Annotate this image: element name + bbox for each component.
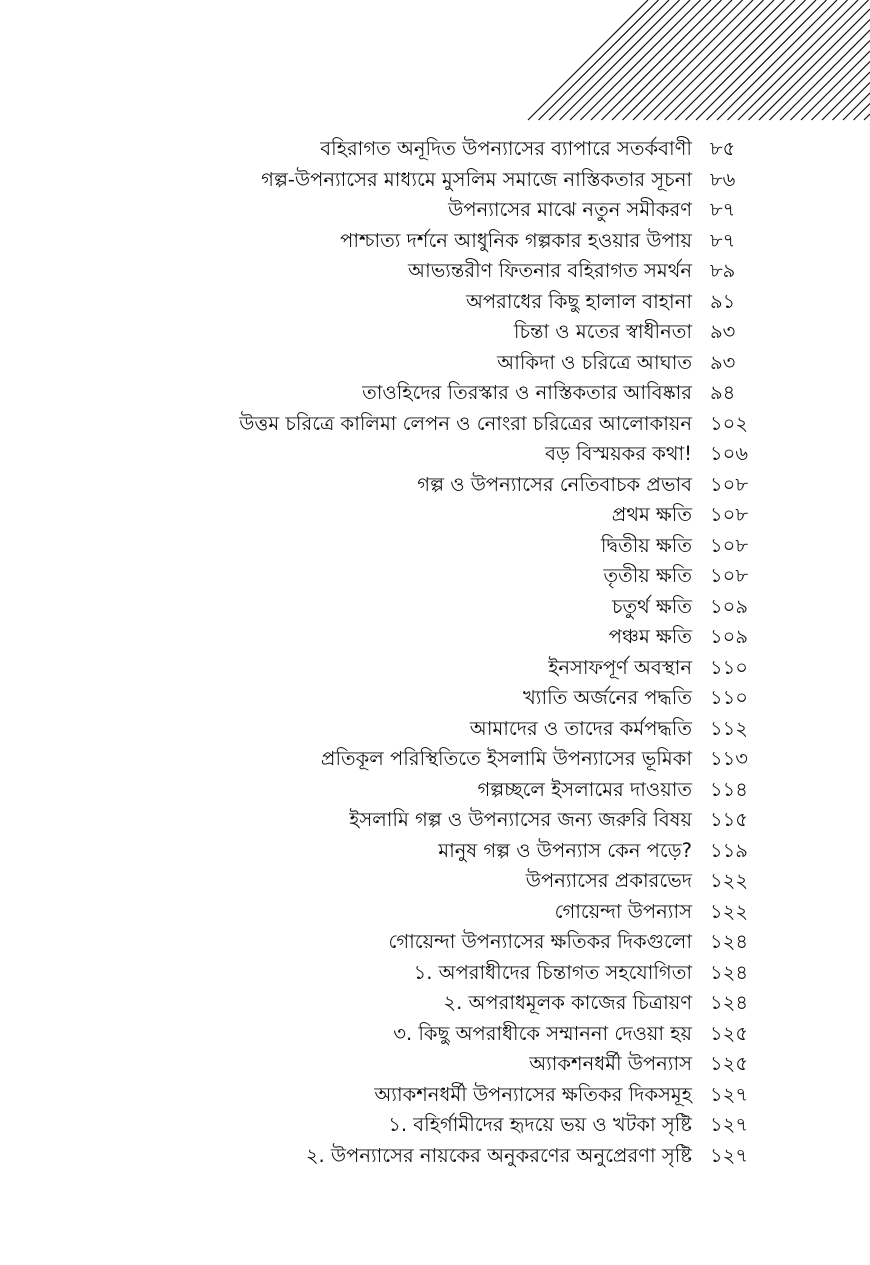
toc-entry-title: চতুর্থ ক্ষতি: [612, 594, 692, 618]
stripe-line: [801, 51, 870, 120]
toc-entry-page-number: ৯৩: [710, 320, 736, 344]
toc-entry-page-number: ৮৭: [710, 228, 736, 252]
toc-entry-title: তৃতীয় ক্ষতি: [603, 564, 692, 588]
toc-entry-title: পঞ্চম ক্ষতি: [608, 625, 692, 649]
stripe-line: [843, 93, 870, 120]
toc-entry-title: খ্যাতি অর্জনের পদ্ধতি: [522, 686, 692, 710]
toc-entry-page-number: ১০৯: [710, 625, 748, 649]
toc-entry-title: চিন্তা ও মতের স্বাধীনতা: [513, 320, 692, 344]
toc-entry-title: আভ্যন্তরীণ ফিতনার বহিরাগত সমর্থন: [408, 259, 692, 283]
toc-entry: [0, 1143, 870, 1174]
toc-entry-page-number: ১২৭: [710, 1143, 749, 1167]
toc-entry-title: অপরাধের কিছু হালাল বাহানা: [466, 289, 692, 313]
stripe-line: [822, 72, 870, 120]
toc-entry: [0, 136, 870, 167]
toc-entry-title: ইনসাফপূর্ণ অবস্থান: [548, 655, 692, 679]
toc-entry-title: গোয়েন্দা উপন্যাসের ক্ষতিকর দিকগুলো: [388, 930, 692, 954]
toc-entry: [0, 746, 870, 777]
toc-entry-title: ১. বহির্গামীদের হৃদয়ে ভয় ও খটকা সৃষ্টি: [388, 1113, 692, 1137]
toc-entry-title: উত্তম চরিত্রে কালিমা লেপন ও নোংরা চরিত্রের আলোকায়ন: [239, 411, 692, 435]
toc-entry: [0, 167, 870, 198]
toc-entry: [0, 441, 870, 472]
toc-entry: [0, 929, 870, 960]
toc-entry-page-number: ৯৪: [710, 381, 736, 405]
toc-entry-title: উপন্যাসের মাঝে নতুন সমীকরণ: [448, 198, 692, 222]
toc-entry: [0, 868, 870, 899]
toc-entry-page-number: ১১৫: [710, 808, 748, 832]
stripe-line: [854, 104, 870, 121]
toc-entry-page-number: ১০৬: [710, 442, 749, 466]
toc-entry: [0, 990, 870, 1021]
toc-entry-title: ইসলামি গল্প ও উপন্যাসের জন্য জরুরি বিষয়: [349, 808, 692, 832]
toc-entry-title: বড় বিস্ময়কর কথা!: [545, 442, 692, 466]
stripe-line: [759, 9, 870, 120]
toc-entry: [0, 1051, 870, 1082]
toc-entry: [0, 472, 870, 503]
toc-entry-title: উপন্যাসের প্রকারভেদ: [525, 869, 692, 893]
toc-entry-page-number: ১০৮: [710, 472, 748, 496]
toc-entry-page-number: ৮৯: [710, 259, 736, 283]
toc-entry: [0, 960, 870, 991]
toc-entry: [0, 563, 870, 594]
toc-entry-title: বহিরাগত অনূদিত উপন্যাসের ব্যাপারে সতর্কবাণী: [320, 137, 692, 161]
toc-entry: [0, 899, 870, 930]
toc-entry-title: দ্বিতীয় ক্ষতি: [600, 533, 692, 557]
toc-entry: [0, 594, 870, 625]
toc-entry: [0, 258, 870, 289]
toc-entry-title: আমাদের ও তাদের কর্মপদ্ধতি: [469, 716, 692, 740]
toc-entry-page-number: ৯১: [710, 289, 736, 313]
toc-entry-title: গল্প ও উপন্যাসের নেতিবাচক প্রভাব: [417, 472, 692, 496]
toc-entry: [0, 350, 870, 381]
toc-entry-page-number: ১২৭: [710, 1082, 749, 1106]
stripe-line: [791, 41, 870, 121]
toc-entry-page-number: ১১০: [710, 686, 748, 710]
stripe-line: [864, 114, 870, 120]
toc-entry-page-number: ৮৬: [710, 167, 736, 191]
toc-entry-page-number: ১২৪: [710, 930, 748, 954]
toc-entry: [0, 624, 870, 655]
toc-entry-title: গল্পচ্ছলে ইসলামের দাওয়াত: [477, 777, 692, 801]
toc-entry-page-number: ১১৪: [710, 777, 748, 801]
toc-entry: [0, 228, 870, 259]
toc-entry: [0, 777, 870, 808]
toc-entry-page-number: ১২২: [710, 869, 749, 893]
toc-entry: [0, 655, 870, 686]
stripe-line: [770, 20, 870, 121]
toc-entry: [0, 1021, 870, 1052]
table-of-contents: [0, 136, 870, 1173]
toc-entry: [0, 411, 870, 442]
toc-entry: [0, 685, 870, 716]
toc-entry-page-number: ১২৪: [710, 960, 748, 984]
toc-entry-title: ২. উপন্যাসের নায়কের অনুকরণের অনুপ্রেরণা সৃষ্টি: [305, 1143, 692, 1167]
toc-entry-page-number: ৯৩: [710, 350, 736, 374]
toc-entry-page-number: ১০৮: [710, 533, 748, 557]
toc-entry-title: প্রথম ক্ষতি: [611, 503, 692, 527]
toc-entry-title: অ্যাকশনধর্মী উপন্যাস: [529, 1052, 692, 1076]
toc-entry: [0, 716, 870, 747]
toc-entry-title: গোয়েন্দা উপন্যাস: [554, 899, 692, 923]
toc-entry-title: মানুষ গল্প ও উপন্যাস কেন পড়ে?: [438, 838, 692, 862]
toc-entry-title: গল্প-উপন্যাসের মাধ্যমে মুসলিম সমাজে নাস্তিকতার সূচনা: [261, 167, 692, 191]
toc-entry-page-number: ১২২: [710, 899, 749, 923]
toc-entry-page-number: ১১৯: [710, 838, 748, 862]
toc-entry-title: তাওহিদের তিরস্কার ও নাস্তিকতার আবিষ্কার: [362, 381, 692, 405]
toc-entry-page-number: ৮৫: [710, 137, 736, 161]
toc-entry-page-number: ১২৫: [710, 1021, 748, 1045]
toc-entry-page-number: ১০২: [710, 411, 749, 435]
stripe-line: [833, 83, 870, 121]
toc-entry: [0, 838, 870, 869]
toc-entry-page-number: ১১২: [710, 716, 748, 740]
toc-entry: [0, 807, 870, 838]
toc-entry: [0, 380, 870, 411]
toc-entry-page-number: ১১০: [710, 655, 748, 679]
toc-entry-page-number: ১২৭: [710, 1113, 749, 1137]
toc-entry-title: ২. অপরাধমূলক কাজের চিত্রায়ণ: [443, 991, 692, 1015]
toc-entry-title: অ্যাকশনধর্মী উপন্যাসের ক্ষতিকর দিকসমূহ: [374, 1082, 692, 1106]
toc-entry-title: পাশ্চাত্য দর্শনে আধুনিক গল্পকার হওয়ার উপায়: [340, 228, 692, 252]
toc-entry-page-number: ১০৯: [710, 594, 748, 618]
toc-entry-title: ১. অপরাধীদের চিন্তাগত সহযোগিতা: [413, 960, 692, 984]
corner-stripes-decoration: [0, 0, 870, 125]
toc-entry-page-number: ১০৮: [710, 564, 748, 588]
toc-entry: [0, 289, 870, 320]
toc-entry: [0, 502, 870, 533]
toc-entry-page-number: ১০৮: [710, 503, 748, 527]
toc-entry: [0, 319, 870, 350]
toc-entry-page-number: ১২৫: [710, 1052, 748, 1076]
toc-entry-page-number: ১২৪: [710, 991, 748, 1015]
toc-entry: [0, 1112, 870, 1143]
toc-entry: [0, 533, 870, 564]
toc-entry: [0, 197, 870, 228]
toc-entry: [0, 1082, 870, 1113]
toc-entry-title: প্রতিকূল পরিস্থিতিতে ইসলামি উপন্যাসের ভূমিকা: [320, 747, 692, 771]
toc-entry-title: আকিদা ও চরিত্রে আঘাত: [497, 350, 692, 374]
toc-entry-page-number: ১১৩: [710, 747, 748, 771]
toc-entry-page-number: ৮৭: [710, 198, 736, 222]
toc-entry-title: ৩. কিছু অপরাধীকে সম্মাননা দেওয়া হয়: [393, 1021, 692, 1045]
